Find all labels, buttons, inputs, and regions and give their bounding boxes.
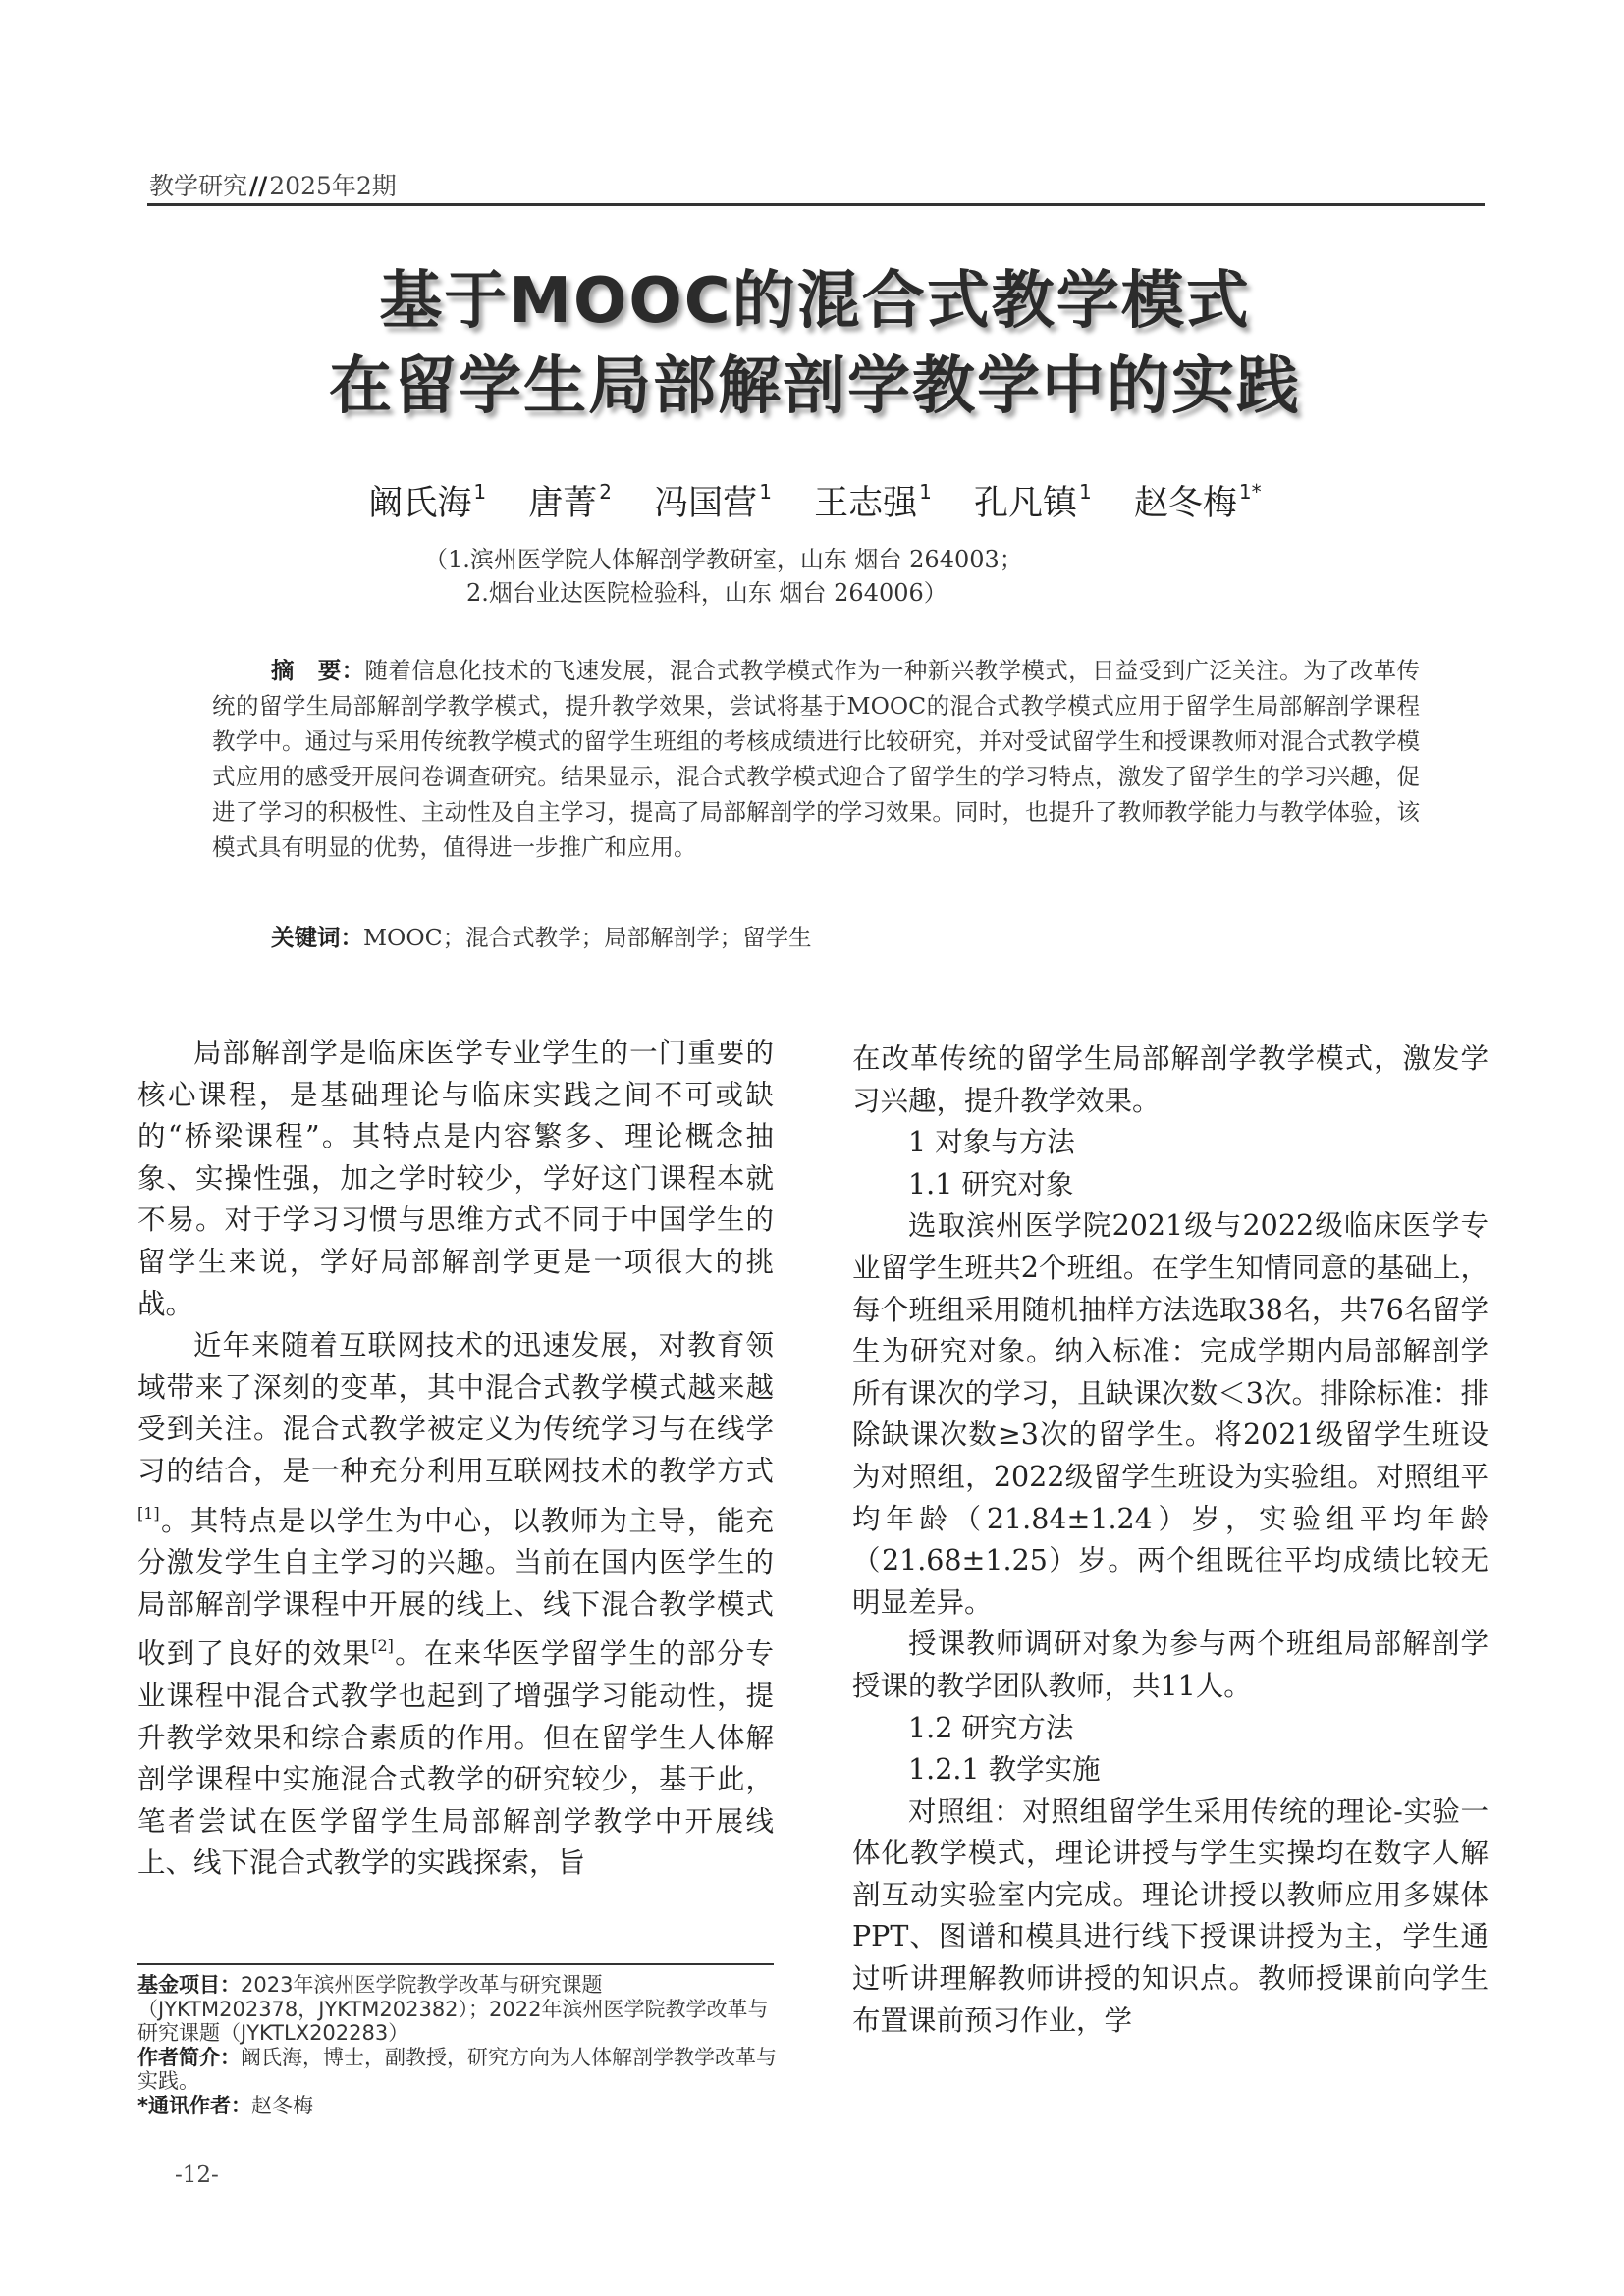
citation: [2] (371, 1636, 394, 1656)
running-header (149, 167, 397, 202)
body-column-right (852, 1039, 1489, 2042)
footnote-fund: 基金项目：2023年滨州医学院教学改革与研究课题（JYKTM202378，JYKTM202382）；2022年滨州医学院教学改革与研究课题（JYKTLX202283） (137, 1973, 769, 2045)
citation: [1] (137, 1503, 160, 1522)
abstract-text: 随着信息化技术的飞速发展，混合式教学模式作为一种新兴教学模式，日益受到广泛关注。为了改革传统的留学生局部解剖学教学模式，提升教学效果，尝试将基于MOOC的混合式教学模式应用于留学生局部解剖学课程教学中。通过与采用传统教学模式的留学生班组的考核成绩进行比较研究，并对受试留学生和授课教师对混合式教学模式应用的感受开展问卷调查研究。结果显示，混合式教学模式迎合了留学生的学习特点，激发了留学生的学习兴趣，促进了学习的积极性、主动性及自主学习，提高了局部解剖学的学习效果。同时，也提升了教师教学能力与教学体验，该模式具有明显的优势，值得进一步推广和应用。 (212, 657, 1421, 861)
footnote-author: 作者简介：阚氏海，博士，副教授，研究方向为人体解剖学教学改革与实践。 (137, 2045, 777, 2093)
author: 唐菁 $^2$ (528, 480, 613, 523)
header-separator: // (249, 172, 268, 200)
body-column-left (137, 1033, 774, 1885)
subsubsection-heading: 1.2.1 教学实施 (908, 1753, 1101, 1787)
keywords (271, 919, 812, 952)
abstract-label: 摘 要： (271, 657, 365, 684)
page-number: -12- (175, 2163, 219, 2188)
paragraph-continued: 在改革传统的留学生局部解剖学教学模式，激发学习兴趣，提升教学效果。 (852, 1042, 1489, 1117)
author: 冯国营 $^1$ (654, 480, 772, 523)
footnote (137, 1973, 782, 2117)
article-title-line-2: 在留学生局部解剖学教学中的实践 (329, 350, 1301, 423)
footnote-correspondence: *通讯作者：赵冬梅 (137, 2093, 313, 2117)
author-list (147, 476, 1483, 525)
subsection-heading: 1.2 研究方法 (908, 1711, 1074, 1744)
keywords-text: MOOC；混合式教学；局部解剖学；留学生 (363, 924, 812, 951)
affiliation-2: 2.烟台业达医院检验科，山东 烟台 264006） (466, 579, 947, 607)
paragraph: 对照组：对照组留学生采用传统的理论-实验一体化教学模式，理论讲授与学生实操均在数字人解剖互动实验室内完成。理论讲授以教师应用多媒体 PPT、图谱和模具进行线下授课讲授为主，学生通过听讲理解教师讲授的知识点。教师授课前向学生布置课前预习作业，学 (852, 1794, 1489, 2037)
author: 王志强 $^1$ (814, 480, 932, 523)
paragraph: 授课教师调研对象为参与两个班组局部解剖学授课的教学团队教师，共11人。 (852, 1628, 1489, 1702)
header-rule (147, 203, 1485, 206)
paragraph: 近年来随着互联网技术的迅速发展，对教育领域带来了深刻的变革，其中混合式教学模式越来越受到关注。混合式教学被定义为传统学习与在线学习的结合，是一种充分利用互联网技术的教学方式[1]。其特点是以学生为中心，以教师为主导，能充分激发学生自主学习的兴趣。当前在国内医学生的局部解剖学课程中开展的线上、线下混合教学模式收到了良好的效果[2]。在来华医学留学生的部分专业课程中混合式教学也起到了增强学习能动性，提升教学效果和综合素质的作用。但在留学生人体解剖学课程中实施混合式教学的研究较少，基于此，笔者尝试在医学留学生局部解剖学教学中开展线上、线下混合式教学的实践探索，旨 (137, 1329, 774, 1880)
author: 孔凡镇 $^1$ (973, 480, 1092, 523)
paragraph: 局部解剖学是临床医学专业学生的一门重要的核心课程，是基础理论与临床实践之间不可或缺的“桥梁课程”。其特点是内容繁多、理论概念抽象、实操性强，加之学时较少，学好这门课程本就不易。对于学习习惯与思维方式不同于中国学生的留学生来说，学好局部解剖学更是一项很大的挑战。 (137, 1037, 774, 1320)
journal-name: 教学研究 (149, 172, 248, 200)
abstract (212, 653, 1420, 865)
article-title-line-1: 基于MOOC的混合式教学模式 (379, 265, 1251, 338)
footnote-rule (137, 1963, 774, 1965)
subsection-heading: 1.1 研究对象 (908, 1167, 1074, 1201)
affiliation-1: （1.滨州医学院人体解剖学教研室，山东 烟台 264003； (424, 546, 1023, 573)
author: 赵冬梅 $^{1*}$ (1133, 480, 1262, 523)
keywords-label: 关键词： (271, 924, 363, 951)
issue-number: 2025年2期 (269, 172, 397, 200)
section-heading: 1 对象与方法 (908, 1126, 1075, 1159)
paragraph: 选取滨州医学院2021级与2022级临床医学专业留学生班共2个班组。在学生知情同意的基础上，每个班组采用随机抽样方法选取38名，共76名留学生为研究对象。纳入标准：完成学期内局部解剖学所有课次的学习，且缺课次数＜3次。排除标准：排除缺课次数≥3次的留学生。将2021级留学生班设为对照组，2022级留学生班设为实验组。对照组平均年龄（21.84±1.24）岁，实验组平均年龄（21.68±1.25）岁。两个组既往平均成绩比较无明显差异。 (852, 1209, 1489, 1619)
author: 阚氏海 $^1$ (368, 480, 487, 523)
